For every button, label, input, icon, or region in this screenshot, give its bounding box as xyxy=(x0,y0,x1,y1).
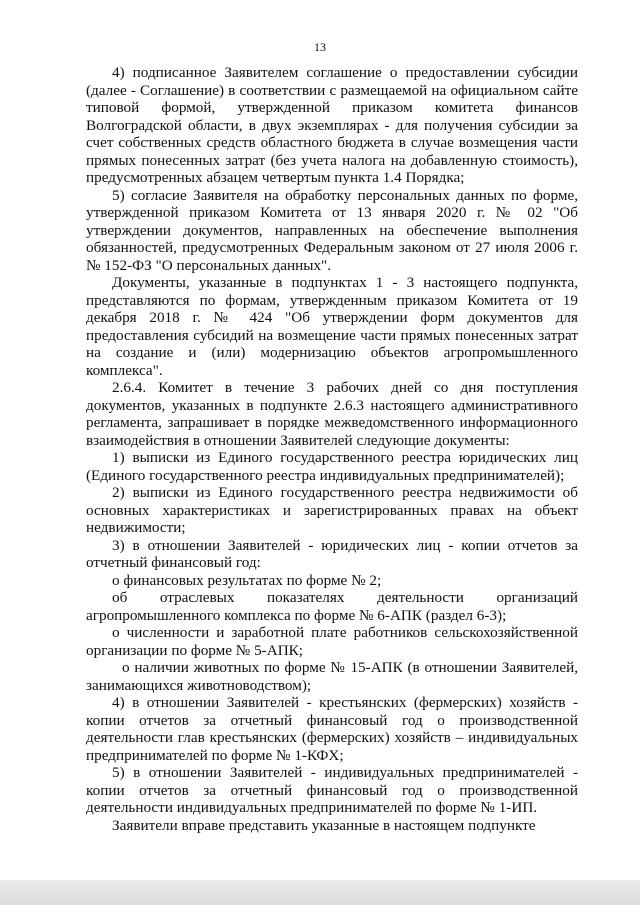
scan-bottom-edge xyxy=(0,880,640,905)
paragraph-livestock: о наличии животных по форме № 15-АПК (в отношении Заявителей, занимающихся животноводством); xyxy=(86,659,578,694)
paragraph-documents-forms: Документы, указанные в подпунктах 1 - 3 настоящего подпункта, представляются по формам, утвержденным приказом Комитета от 19 декабря 2018 г. № 424 "Об утверждении форм документов для предоставления субсидий на возмещение части прямых понесенных затрат на создание и (или) модернизацию объектов агропромышленного комплекса". xyxy=(86,274,578,379)
paragraph-2-6-4: 2.6.4. Комитет в течение 3 рабочих дней со дня поступления документов, указанных в подпункте 2.6.3 настоящего административного регламента, запрашивает в порядке межведомственного информационного взаимодействия в отношении Заявителей следующие документы: xyxy=(86,379,578,449)
paragraph-financial-results: о финансовых результатах по форме № 2; xyxy=(112,571,382,589)
page-number: 13 xyxy=(314,40,326,54)
paragraph-item-5-consent: 5) согласие Заявителя на обработку персональных данных по форме, утвержденной приказом Комитета от 13 января 2020 г. № 02 "Об утверждении документов, направленных на обеспечение выполнения обязанностей, предусмотренных Федеральным законом от 27 июля 2006 г. № 152-ФЗ "О персональных данных". xyxy=(86,186,578,274)
paragraph-item-3-legal-entities: 3) в отношении Заявителей - юридических лиц - копии отчетов за отчетный финансовый год: xyxy=(86,536,578,571)
paragraph-item-4-farms: 4) в отношении Заявителей - крестьянских (фермерских) хозяйств - копии отчетов за отчетный финансовый год о производственной деятельности глав крестьянских (фермерских) хозяйств – индивидуальных предпринимателей по форме № 1-КФХ; xyxy=(86,694,578,764)
paragraph-item-2-extracts: 2) выписки из Единого государственного реестра недвижимости об основных характеристиках и зарегистрированных правах на объект недвижимости; xyxy=(86,484,578,536)
paragraph-applicants-right: Заявители вправе представить указанные в настоящем подпункте xyxy=(112,816,536,834)
paragraph-employee-count: о численности и заработной плате работников сельскохозяйственной организации по форме № 5-АПК; xyxy=(86,624,578,659)
paragraph-item-4-agreement: 4) подписанное Заявителем соглашение о предоставлении субсидии (далее - Соглашение) в соответствии с размещаемой на официальном сайте типовой формой, утвержденной приказом комитета финансов Волгоградской области, в двух экземплярах - для получения субсидии за счет собственных средств областного бюджета в случае возмещения части прямых понесенных затрат (без учета налога на добавленную стоимость), предусмотренных абзацем четвертым пункта 1.4 Порядка; xyxy=(86,64,578,186)
paragraph-industry-indicators: об отраслевых показателях деятельности организаций агропромышленного комплекса по форме № 6-АПК (раздел 6-3); xyxy=(86,589,578,624)
paragraph-item-5-entrepreneurs: 5) в отношении Заявителей - индивидуальных предпринимателей - копии отчетов за отчетный финансовый год о производственной деятельности индивидуальных предпринимателей по форме № 1-ИП. xyxy=(86,764,578,816)
paragraph-item-1-extracts: 1) выписки из Единого государственного реестра юридических лиц (Единого государственного реестра индивидуальных предпринимателей); xyxy=(86,449,578,484)
document-body xyxy=(86,64,578,834)
